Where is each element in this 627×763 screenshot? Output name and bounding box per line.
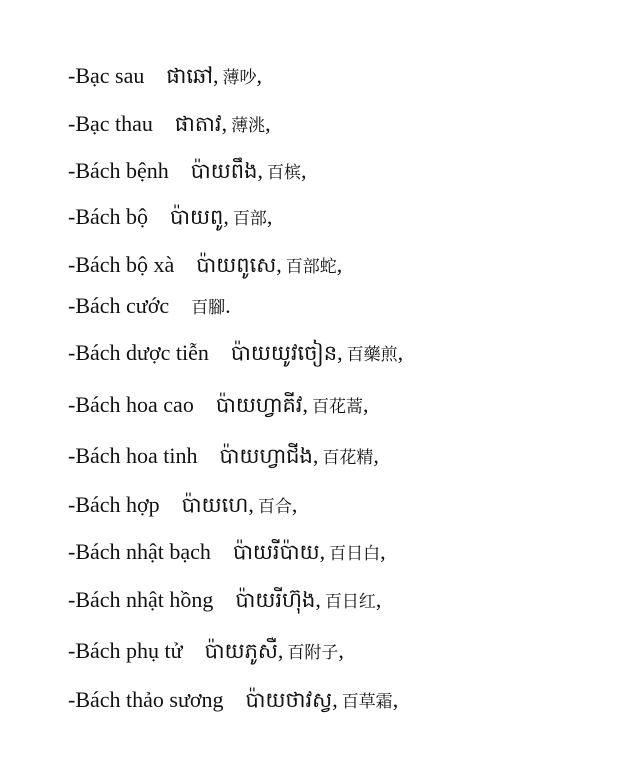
entry-end-punctuation: , [380,539,386,564]
glossary-entry [68,251,342,279]
chinese-characters: 薄洮 [231,116,266,136]
khmer-transliteration: ប៉ាយហ្វាជីង [219,444,313,468]
khmer-transliteration: ប៉ាយហេ [181,493,249,517]
entry-end-punctuation: , [291,492,298,517]
chinese-characters: 百合 [257,497,292,517]
separator: , [337,340,343,365]
vietnamese-term: -Bạc thau [68,111,153,136]
khmer-transliteration: ប៉ាយយូវចៀន [230,341,338,365]
entry-end-punctuation: , [375,587,382,612]
entry-end-punctuation: , [336,252,343,277]
chinese-characters: 百日白 [329,544,381,564]
glossary-entry [68,110,271,138]
entry-end-punctuation: , [256,63,263,88]
entry-end-punctuation: , [300,158,307,183]
chinese-characters: 百藥煎 [346,345,398,365]
chinese-characters: 百花精 [322,448,374,468]
entry-end-punctuation: , [397,340,404,365]
vietnamese-term: -Bách bộ xà [68,252,175,277]
khmer-transliteration: ប៉ាយពឹង [190,159,258,183]
chinese-characters: 百花蒿 [311,397,363,417]
glossary-entry [68,491,297,519]
vietnamese-term: -Bách nhật bạch [68,539,211,564]
separator: , [319,539,326,564]
entry-end-punctuation: , [265,111,271,136]
vietnamese-term: -Bách phụ tử [68,638,183,663]
vietnamese-term: -Bách thảo sương [68,687,224,712]
vietnamese-term: -Bách nhật hồng [68,587,214,612]
khmer-transliteration: ប៉ាយពូសេ [196,253,277,277]
chinese-characters: 百草霜 [341,692,393,712]
entry-end-punctuation: , [266,204,273,229]
separator: , [248,492,254,517]
chinese-characters: 百槟 [266,163,301,183]
khmer-transliteration: ប៉ាយថាវស្វ [245,688,333,712]
entry-end-punctuation: , [362,392,369,417]
glossary-entry [68,62,262,90]
khmer-transliteration: ប៉ាយរីហ៊ុង [235,588,316,612]
khmer-transliteration: ផាតាវ [174,112,222,136]
vietnamese-term: -Bách hợp [68,492,160,517]
glossary-entry [68,538,386,566]
entry-end-punctuation: , [392,687,399,712]
glossary-entry [68,442,379,470]
separator: , [223,204,229,229]
vietnamese-term: -Bách bộ [68,204,149,229]
vietnamese-term: -Bách bệnh [68,158,169,183]
khmer-transliteration: ប៉ាយពូ [170,205,224,229]
separator: , [315,587,321,612]
glossary-entry [68,586,381,614]
chinese-characters: 百附子 [287,643,339,663]
glossary-entry [68,637,344,665]
glossary-entry [68,292,231,320]
separator: , [213,63,219,88]
khmer-transliteration: ផាឆៅ [166,64,214,88]
separator: , [221,111,228,136]
chinese-characters: 薄吵 [222,68,257,88]
separator: , [312,443,319,468]
chinese-characters: 百部 [232,209,267,229]
entry-end-punctuation: , [338,638,344,663]
vietnamese-term: -Bạc sau [68,63,145,88]
glossary-entry [68,686,398,714]
separator: , [302,392,308,417]
entry-end-punctuation: , [373,443,379,468]
separator: , [276,252,282,277]
vietnamese-term: -Bách hoa tinh [68,443,198,468]
vietnamese-term: -Bách dược tiễn [68,340,209,365]
entry-end-punctuation: . [225,293,231,318]
separator: , [332,687,338,712]
khmer-transliteration: ប៉ាយហ្វាគីវ [215,393,303,417]
khmer-transliteration: ប៉ាយរីប៉ាយ [232,540,320,564]
vietnamese-term: -Bách hoa cao [68,392,194,417]
glossary-entry [68,203,272,231]
khmer-transliteration: ប៉ាយភូសឺ [204,639,278,663]
chinese-characters: 百腳 [191,298,226,318]
separator: , [257,158,263,183]
vietnamese-term: -Bách cước [68,293,170,318]
glossary-entry [68,157,306,185]
chinese-characters: 百日红 [324,592,376,612]
separator: , [277,638,284,663]
glossary-entry [68,339,403,367]
chinese-characters: 百部蛇 [285,257,337,277]
glossary-entry [68,391,368,419]
